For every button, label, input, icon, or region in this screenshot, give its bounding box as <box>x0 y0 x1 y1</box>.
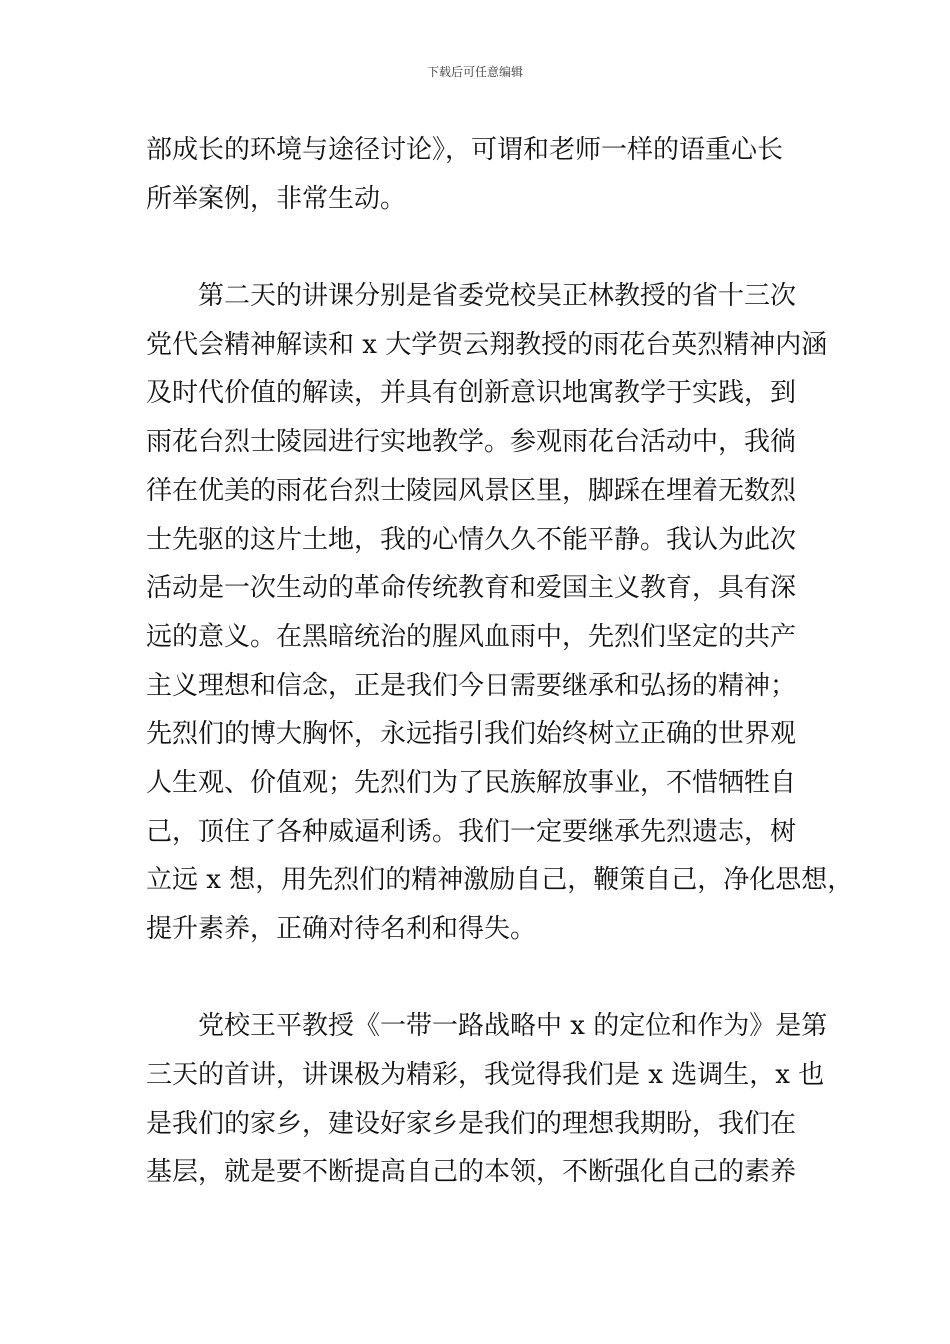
text-line: 提升素养，正确对待名利和得失。 <box>146 914 537 944</box>
text-line: 徉在优美的雨花台烈士陵园风景区里，脚踩在埋着无数烈 <box>146 475 797 506</box>
text-line: 士先驱的这片土地，我的心情久久不能平静。我认为此次 <box>146 524 797 555</box>
text-line: 立远 x 想，用先烈们的精神激励自己，鞭策自己，净化思想， <box>146 865 854 896</box>
paragraph-1 <box>146 126 826 223</box>
text-line: 所举案例，非常生动。 <box>146 183 407 214</box>
document-body <box>146 126 854 1197</box>
text-line: 活动是一次生动的革命传统教育和爱国主义教育，具有深 <box>146 573 797 604</box>
page-header-note: 下载后可任意编辑 <box>426 65 523 79</box>
text-line: 先烈们的博大胸怀，永远指引我们始终树立正确的世界观 <box>146 719 797 750</box>
text-line: 部成长的环境与途径讨论》，可谓和老师一样的语重心长 <box>146 135 784 165</box>
text-line: 主义理想和信念，正是我们今日需要继承和弘扬的精神； <box>146 670 797 701</box>
paragraph-spacer <box>146 223 826 272</box>
paragraph-2 <box>146 272 854 954</box>
paragraph-spacer <box>146 954 826 1003</box>
text-line: 党代会精神解读和 x 大学贺云翔教授的雨花台英烈精神内涵 <box>146 329 828 360</box>
text-line: 第二天的讲课分别是省委党校吴正林教授的省十三次 <box>198 281 797 312</box>
text-line: 己，顶住了各种威逼利诱。我们一定要继承先烈遗志，树 <box>146 816 797 847</box>
text-line: 是我们的家乡，建设好家乡是我们的理想我期盼，我们在 <box>146 1108 797 1139</box>
paragraph-3 <box>146 1002 826 1197</box>
text-line: 党校王平教授《一带一路战略中 x 的定位和作为》是第 <box>198 1011 828 1042</box>
text-line: 人生观、价值观；先烈们为了民族解放事业，不惜牺牲自 <box>146 767 797 798</box>
text-line: 及时代价值的解读，并具有创新意识地寓教学于实践，到 <box>146 378 797 409</box>
text-line: 基层，就是要不断提高自己的本领，不断强化自己的素养 <box>146 1157 797 1188</box>
text-line: 三天的首讲，讲课极为精彩，我觉得我们是 x 选调生，x 也 <box>146 1060 825 1091</box>
text-line: 远的意义。在黑暗统治的腥风血雨中，先烈们坚定的共产 <box>146 621 797 652</box>
text-line: 雨花台烈士陵园进行实地教学。参观雨花台活动中，我徜 <box>146 427 797 458</box>
